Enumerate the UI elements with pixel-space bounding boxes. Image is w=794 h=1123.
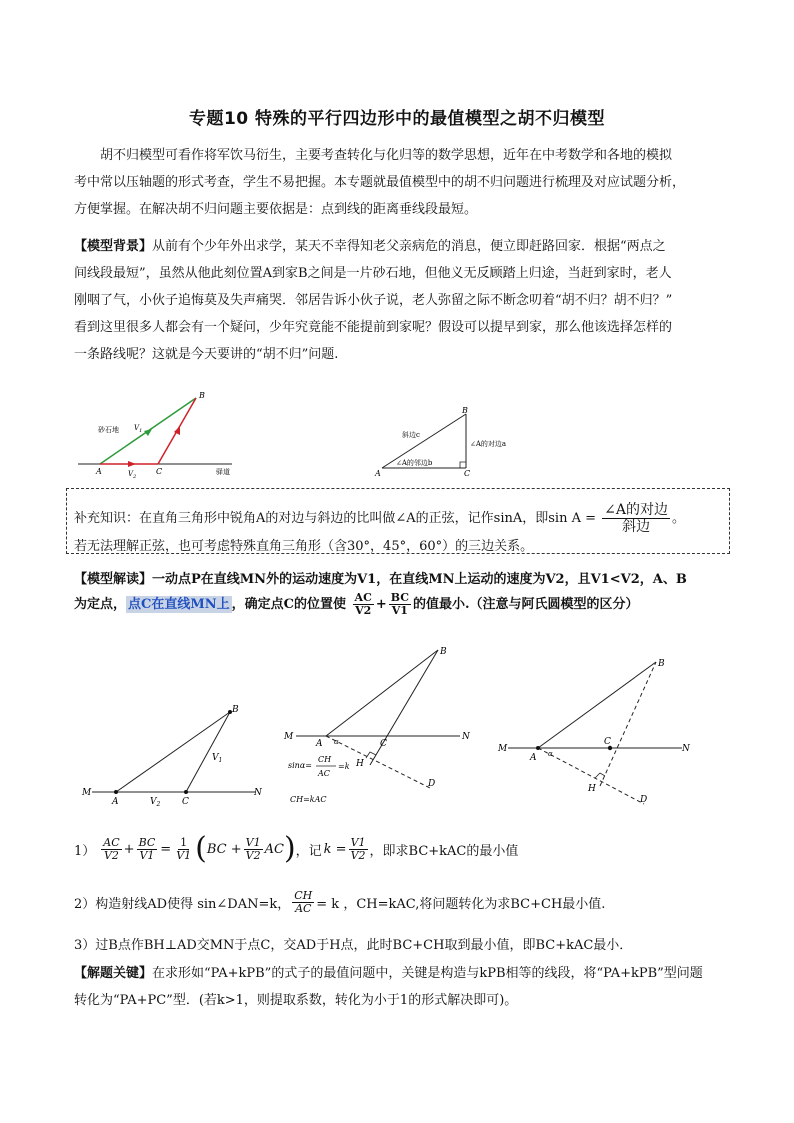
step1-v1: V1 (139, 848, 155, 862)
step1-v1c: V1 (245, 835, 261, 849)
fig1-v1-label: $V_1$ (134, 424, 143, 434)
fig1-label-a: A (96, 467, 102, 476)
page-title: 专题10 特殊的平行四边形中的最值模型之胡不归模型 (188, 109, 606, 129)
segment-ab (538, 662, 656, 748)
fig4-label-c: C (380, 739, 387, 749)
intro-paragraph (74, 142, 734, 223)
fig3-label-a: A (112, 797, 119, 807)
ratio-bc-v1 (389, 592, 411, 617)
fig2-label-a: A (375, 469, 381, 478)
fig5-label-b: B (658, 659, 665, 669)
fig2-label-b: B (462, 406, 468, 415)
fig4-alpha: α (334, 738, 339, 746)
fig4-ch-kac: CH=kAC (290, 795, 327, 804)
interpretation-label: 【模型解读】 (74, 572, 153, 587)
fig2-adj-label: ∠A的邻边b (396, 459, 433, 467)
background-line-5: 一条路线呢？这就是今天要讲的“胡不归”问题. (74, 347, 339, 362)
supplement-line-2: 若无法理解正弦，也可考虑特殊直角三角形（含30°，45°，60°）的三边关系。 (74, 539, 534, 554)
fig5-alpha: α (548, 750, 553, 758)
fig4-sina: sinα= (288, 761, 312, 770)
step1-plus: + (123, 841, 135, 857)
arrow-red-icon (128, 461, 136, 467)
step2-frac-num: CH (294, 889, 313, 902)
ratio-bc-num: BC (390, 591, 409, 604)
interpretation-text-1: 一动点P在直线MN外的运动速度为V1，在直线MN上运动的速度为V2，且V1<V2，A、B (152, 572, 687, 587)
highlight-point-c: 点C在直线MN上 (128, 597, 230, 612)
key-line-1 (74, 960, 734, 987)
interpretation-text-2c: 的值最小.（注意与阿氏圆模型的区分） (413, 597, 639, 612)
fig4-label-a: A (316, 739, 323, 749)
fig3-label-c: C (182, 797, 189, 807)
step-2 (74, 890, 605, 915)
supplement-text-1: 补充知识：在直角三角形中锐角A的对边与斜边的比叫做∠A的正弦，记作sinA，即sin A = (74, 511, 597, 526)
step1-k-den: V2 (350, 848, 366, 862)
step1-remember: ，记 (295, 843, 322, 859)
segment-bh-dashed (600, 662, 656, 786)
figure-model-construct (282, 640, 478, 810)
fig3-v2-label: $V_2$ (150, 797, 161, 808)
plus-sign: + (375, 597, 387, 612)
segment-ab (326, 650, 438, 736)
step-2-tail: = k ，CH=kAC,将问题转化为求BC+CH最小值. (316, 897, 606, 912)
figure-road-sand (76, 390, 246, 480)
step2-frac (292, 890, 314, 915)
background-line-4: 看到这里很多人都会有一个疑问，少年究竟能不能提前到家呢？假设可以提早到家，那么他该选择怎样的 (74, 320, 673, 335)
background-label: 【模型背景】 (74, 239, 153, 254)
fig1-road-label: 驿道 (216, 468, 230, 476)
fig4-label-m: M (284, 732, 294, 742)
key-line-2: 转化为“PA+PC”型．(若k>1，则提取系数，转化为小于1的形式解决即可)。 (74, 993, 518, 1008)
segment-cb (186, 712, 230, 792)
fig2-opp-label: ∠A的对边a (470, 440, 507, 448)
fig3-label-b: B (232, 705, 239, 715)
fig2-label-c: C (464, 469, 471, 478)
fig5-label-c: C (604, 737, 611, 747)
figure-right-triangle (372, 404, 532, 480)
fig1-label-b: B (199, 391, 205, 400)
fig1-v2-label: $V_2$ (128, 470, 137, 480)
step-1: 1） $\frac{AC}{V2}$ + $\frac{BC}{V1}$ = $\frac{1}{V1}$ ( BC + $\frac{V1}{V2}$ AC ) ，记 k = $\frac{V1}{V2}$ ，即求BC+kAC的最小值 (74, 831, 519, 866)
fig4-label-n: N (462, 732, 470, 742)
background-line-3: 刚咽了气，小伙子追悔莫及失声痛哭．邻居告诉小伙子说，老人弥留之际不断念叨着“胡不归？胡不归？” (74, 293, 673, 308)
background-text-1: 从前有个少年外出求学，某天不幸得知老父亲病危的消息，便立即赶路回家．根据“两点之 (152, 239, 666, 254)
fig5-label-n: N (682, 744, 690, 754)
key-paragraph (74, 960, 734, 1014)
ratio-bc-den: V1 (391, 604, 408, 617)
step-2-text: 2）构造射线AD使得 sin∠DAN=k， (74, 897, 291, 912)
supplement-text-end: 。 (672, 511, 686, 526)
step1-k-num: V1 (350, 835, 366, 849)
intro-line-2: 考中常以压轴题的形式考查，学生不易把握。本专题就最值模型中的胡不归问题进行梳理及对应试题分析， (74, 175, 686, 190)
sine-definition-fraction (602, 502, 670, 535)
intro-line-3: 方便掌握。在解决胡不归问题主要依据是：点到线的距离垂线段最短。 (74, 202, 478, 217)
step1-one: 1 (180, 835, 188, 849)
key-label: 【解题关键】 (74, 966, 153, 981)
point-a (114, 790, 118, 794)
figure-model-basic (78, 700, 268, 810)
step1-frac-ac-v2 (101, 837, 121, 862)
step1-bc: BC (138, 835, 156, 849)
step1-ac: AC (103, 835, 120, 849)
fig5-label-h: H (588, 784, 596, 794)
sine-fraction-numerator: ∠A的对边 (604, 502, 668, 518)
fig2-hyp-label: 斜边c (402, 431, 420, 439)
sine-fraction-denominator: 斜边 (622, 519, 651, 535)
ratio-ac-num: AC (354, 591, 372, 604)
intro-line-1: 胡不归模型可看作将军饮马衍生，主要考查转化与化归等的数学思想，近年在中考数学和各地的模拟 (100, 148, 673, 163)
background-line-1 (74, 233, 734, 260)
background-paragraph (74, 233, 734, 368)
fig5-label-d: D (640, 795, 648, 805)
ratio-ac-v2 (353, 592, 374, 617)
fig4-label-h: H (356, 759, 364, 769)
step1-frac-bc-v1 (137, 837, 158, 862)
figure-model-solution (494, 652, 694, 812)
right-angle-mark-icon (460, 462, 466, 468)
fig1-label-c: C (156, 467, 163, 476)
step1-v1b: V1 (176, 848, 192, 862)
interpretation-line-2 (74, 592, 639, 617)
step2-frac-den: AC (295, 902, 312, 915)
interpretation-text-2b: ，确定点C的位置使 (231, 597, 346, 612)
fig3-v1-label: $V_1$ (212, 753, 223, 764)
step1-frac-v1-v2 (244, 837, 263, 862)
ray-ad (538, 748, 644, 804)
fig4-eqk: =k (338, 762, 350, 771)
step1-v2: V2 (103, 848, 119, 862)
fig4-ch: CH (318, 755, 332, 764)
fig5-label-a: A (530, 753, 537, 763)
fig3-label-m: M (82, 788, 92, 798)
point-a (536, 746, 540, 750)
step-3: 3）过B点作BH⊥AD交MN于点C，交AD于H点，此时BC+CH取到最小值，即BC+kAC最小． (74, 938, 633, 953)
fig4-label-b: B (440, 647, 447, 657)
step1-frac-k (349, 837, 368, 862)
segment-ab (116, 712, 230, 792)
ratio-ac-den: V2 (355, 604, 372, 617)
background-line-2: 间线段最短”，虽然从他此刻位置A到家B之间是一片砂石地，但他义无反顾踏上归途，当赶到家时，老人 (74, 266, 672, 281)
fig5-label-m: M (498, 744, 508, 754)
supplement-line-1 (74, 502, 685, 535)
step1-frac-1-v1 (174, 837, 193, 862)
fig4-label-d: D (428, 779, 436, 789)
step1-v2b: V2 (245, 848, 261, 862)
fig3-label-n: N (254, 788, 262, 798)
fig4-ac: AC (318, 769, 330, 778)
interpretation-text-2a: 为定点， (74, 597, 127, 612)
step1-tail: ，即求BC+kAC的最小值 (369, 843, 519, 859)
key-text-1: 在求形如“PA+kPB”的式子的最值问题中，关键是构造与kPB相等的线段，将“PA+kPB”型问题 (152, 966, 703, 981)
fig1-sand-label: 砂石地 (98, 426, 119, 434)
interpretation-line-1 (74, 566, 734, 593)
point-c (184, 790, 188, 794)
step-1-number: 1） (74, 843, 96, 859)
